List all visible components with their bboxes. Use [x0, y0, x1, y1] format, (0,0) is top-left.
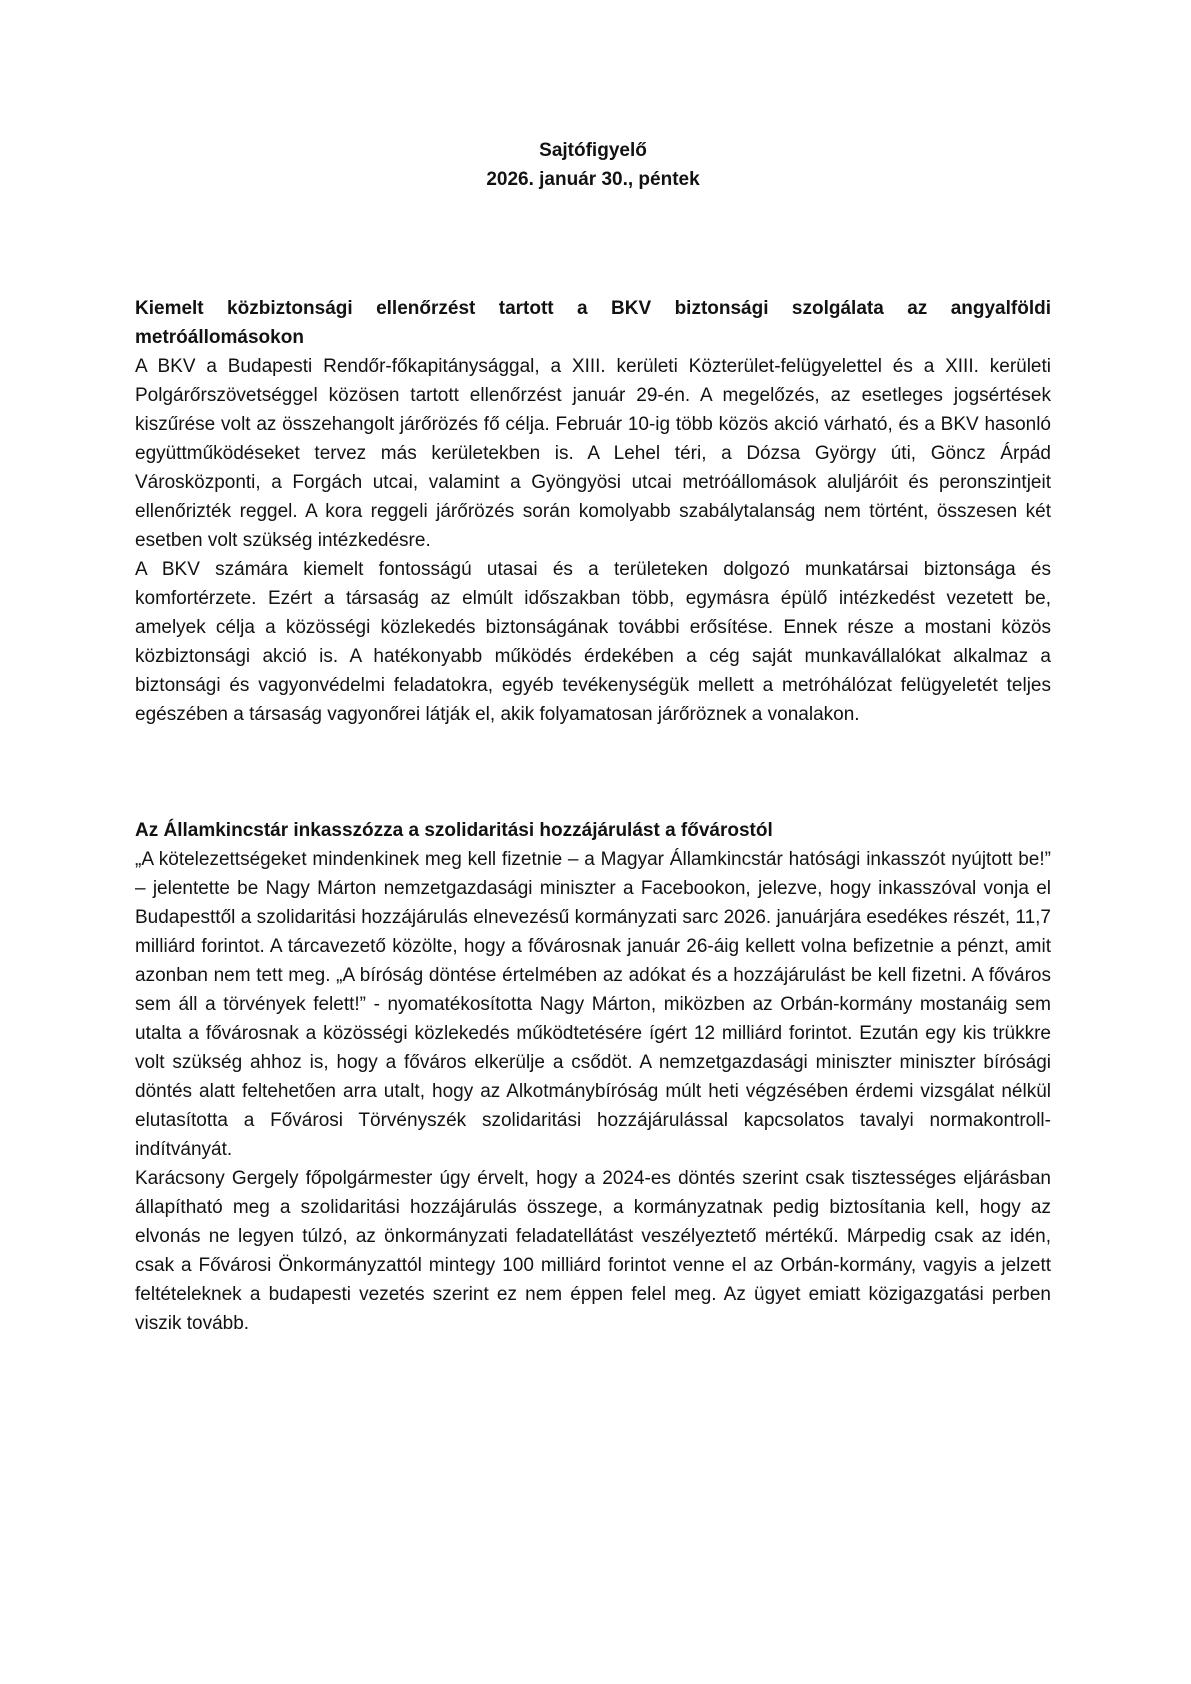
paragraph: Karácsony Gergely főpolgármester úgy érvelt, hogy a 2024-es döntés szerint csak tisztességes eljárásban állapítható meg a szolidaritási hozzájárulás összege, a kormányzatnak pedig biztosítania kell, hogy az elvonás ne legyen túlzó, az önkormányzati feladatellátást veszélyeztető mértékű. Márpedig csak az idén, csak a Fővárosi Önkormányzattól mintegy 100 milliárd forintot venne el az Orbán-kormány, vagyis a jelzett feltételeknek a budapesti vezetés szerint ez nem éppen felel meg. Az ügyet emiatt közigazgatási perben viszik tovább.: [135, 1168, 1051, 1334]
section-bkv-ellenorzes: [135, 294, 1051, 729]
document-title: Sajtófigyelő: [539, 140, 647, 161]
document-header: [135, 136, 1051, 194]
section-allamkincstar-inkasszo: [135, 816, 1051, 1338]
document-date: 2026. január 30., péntek: [486, 169, 700, 190]
section-heading: Kiemelt közbiztonsági ellenőrzést tartott a BKV biztonsági szolgálata az angyalföldi metróállomásokon: [135, 298, 1051, 348]
paragraph: A BKV a Budapesti Rendőr-főkapitánysággal, a XIII. kerületi Közterület-felügyelettel és a XIII. kerületi Polgárőrszövetséggel közösen tartott ellenőrzést január 29-én. A megelőzés, az esetleges jogsértések kiszűrése volt az összehangolt járőrözés fő célja. Február 10-ig több közös akció várható, és a BKV hasonló együttműködéseket tervez más kerületekben is. A Lehel téri, a Dózsa György úti, Göncz Árpád Városközponti, a Forgách utcai, valamint a Gyöngyösi utcai metróállomások aluljáróit és peronszintjeit ellenőrizték reggel. A kora reggeli járőrözés során komolyabb szabálytalanság nem történt, összesen két esetben volt szükség intézkedésre.: [135, 356, 1051, 551]
paragraph: A BKV számára kiemelt fontosságú utasai és a területeken dolgozó munkatársai biztonsága és komfortérzete. Ezért a társaság az elmúlt időszakban több, egymásra épülő intézkedést vezetett be, amelyek célja a közösségi közlekedés biztonságának további erősítése. Ennek része a mostani közös közbiztonsági akció is. A hatékonyabb működés érdekében a cég saját munkavállalókat alkalmaz a biztonsági és vagyonvédelmi feladatokra, egyéb tevékenységük mellett a metróhálózat felügyeletét teljes egészében a társaság vagyonőrei látják el, akik folyamatosan járőröznek a vonalakon.: [135, 559, 1051, 725]
section-heading: Az Államkincstár inkasszózza a szolidaritási hozzájárulást a fővárostól: [135, 820, 773, 841]
paragraph: „A kötelezettségeket mindenkinek meg kell fizetnie – a Magyar Államkincstár hatósági inkasszót nyújtott be!” – jelentette be Nagy Márton nemzetgazdasági miniszter a Facebookon, jelezve, hogy inkasszóval vonja el Budapesttől a szolidaritási hozzájárulás elnevezésű kormányzati sarc 2026. januárjára esedékes részét, 11,7 milliárd forintot. A tárcavezető közölte, hogy a fővárosnak január 26-áig kellett volna befizetnie a pénzt, amit azonban nem tett meg. „A bíróság döntése értelmében az adókat és a hozzájárulást be kell fizetni. A főváros sem áll a törvények felett!” - nyomatékosította Nagy Márton, miközben az Orbán-kormány mostanáig sem utalta a fővárosnak a közösségi közlekedés működtetésére ígért 12 milliárd forintot. Ezután egy kis trükkre volt szükség ahhoz is, hogy a főváros elkerülje a csődöt. A nemzetgazdasági miniszter miniszter bírósági döntés alatt feltehetően arra utalt, hogy az Alkotmánybíróság múlt heti végzésében érdemi vizsgálat nélkül elutasította a Fővárosi Törvényszék szolidaritási hozzájárulással kapcsolatos tavalyi normakontroll-indítványát.: [135, 849, 1051, 1160]
